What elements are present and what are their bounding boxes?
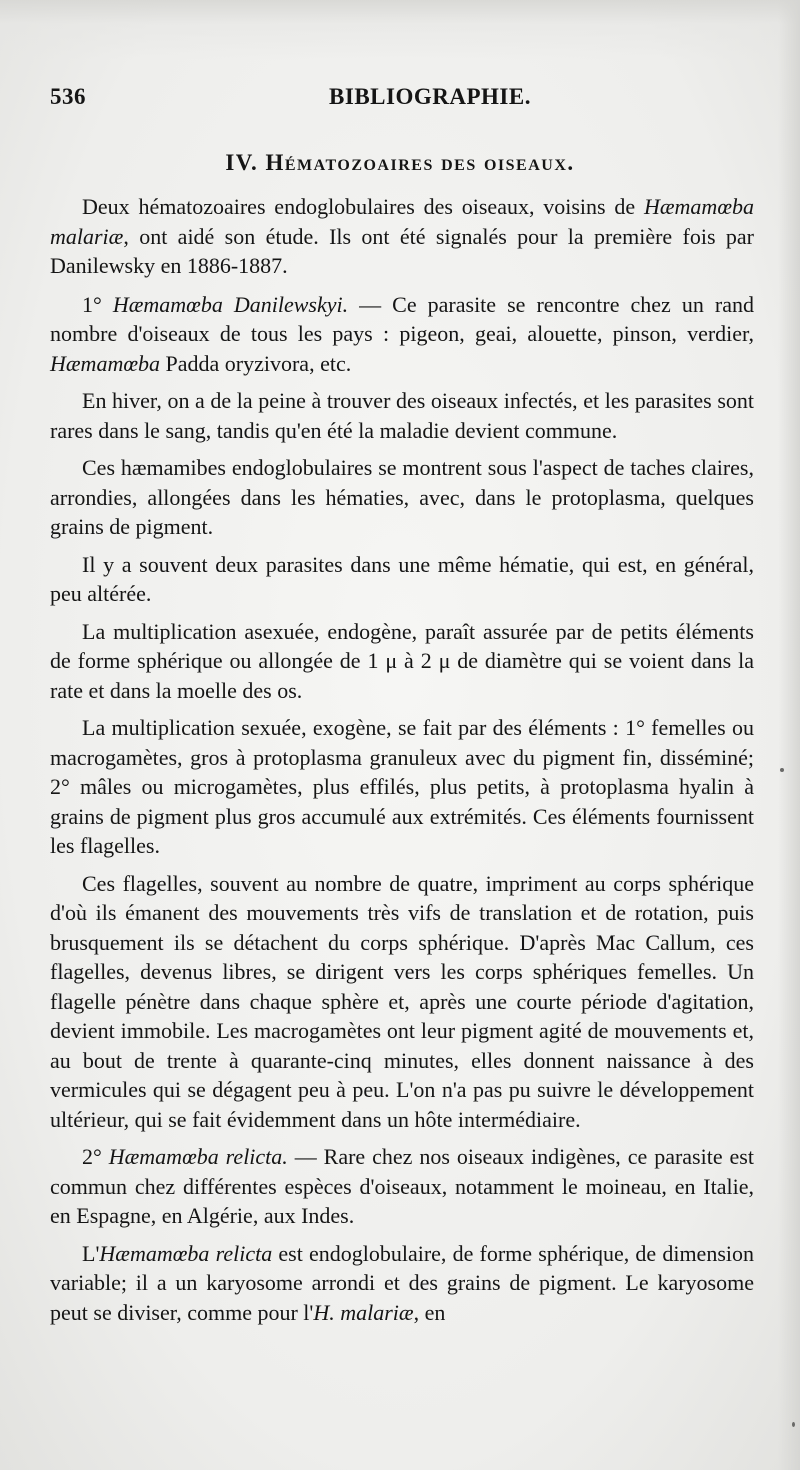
paragraph [50, 713, 754, 861]
page-top-shadow [0, 0, 800, 60]
text-run: Deux hématozoaires endoglobulaires des oiseaux, voisins de [82, 194, 644, 219]
text-run: Ces hæmamibes endoglobulaires se montrent sous l'aspect de taches claires, arrondies, allongées dans les hématies, avec, dans le protoplasma, quelques grains de pigment. [50, 455, 754, 539]
text-run: La multiplication sexuée, exogène, se fait par des éléments : 1° femelles ou macrogamètes, gros à protoplasma granuleux avec du pigment fin, disséminé; 2° mâles ou microgamètes, plus effilés, plus petits, à protoplasma hyalin à grains de pigment plus gros accumulé aux extrémités. Ces éléments fournissent les flagelles. [50, 715, 754, 858]
italic-run: H. malariæ [313, 1299, 414, 1325]
paragraph [50, 1239, 754, 1328]
italic-run: Hæmamœba relicta. [108, 1144, 288, 1169]
paragraph [50, 386, 754, 445]
paragraph [50, 453, 754, 542]
text-run: Il y a souvent deux parasites dans une même hématie, qui est, en général, peu altérée. [50, 551, 754, 606]
italic-run: Hæmamœba malariæ [50, 194, 754, 249]
text-run: — Rare chez nos oiseaux indigènes, ce parasite est commun chez différentes espèces d'oiseaux, notamment le moineau, en Italie, en Espagne, en Algérie, aux Indes. [50, 1144, 754, 1228]
print-speck [792, 1422, 795, 1427]
text-run: est endoglobulaire, de forme sphérique, de dimension variable; il a un karyosome arrondi et des grains de pigment. Le karyosome peut se diviser, comme pour l' [50, 1240, 754, 1325]
page-right-shadow [778, 0, 800, 1470]
paragraph [50, 617, 754, 706]
text-run: , ont aidé son étude. Ils ont été signalés pour la première fois par Danilewsky en 1886-1887. [50, 223, 754, 278]
text-run: En hiver, on a de la peine à trouver des oiseaux infectés, et les parasites sont rares dans le sang, tandis qu'en été la maladie devient commune. [50, 388, 754, 443]
paragraph [50, 290, 754, 379]
section-heading: IV. Hématozoaires des oiseaux. [225, 150, 575, 175]
text-run: 2° [82, 1144, 109, 1169]
text-run: Padda oryzivora, etc. [160, 350, 352, 376]
running-head [50, 84, 750, 118]
paragraph [50, 550, 754, 609]
text-run: Ces flagelles, souvent au nombre de quatre, impriment au corps sphérique d'où ils émanent des mouvements très vifs de translation et de rotation, puis brusquement ils se détachent du corps sphérique. D'après Mac Callum, ces flagelles, devenus libres, se dirigent vers les corps sphériques femelles. Un flagelle pénètre dans chaque sphère et, après une courte période d'agitation, devient immobile. Les macrogamètes ont leur pigment agité de mouvements et, au bout de trente à quarante-cinq minutes, elles donnent naissance à des vermicules qui se dégagent peu à peu. L'on n'a pas pu suivre le développement ultérieur, qui se fait évidemment dans un hôte intermédiaire. [50, 870, 754, 1132]
paragraph [50, 869, 754, 1135]
text-run: 1° [82, 291, 113, 317]
italic-run: Hæmamœba [50, 350, 161, 376]
italic-run: Hæmamœba Danilewskyi. [112, 291, 349, 317]
page-number: 536 [50, 84, 86, 109]
paragraph [50, 192, 754, 281]
text-run: La multiplication asexuée, endogène, paraît assurée par de petits éléments de forme sphérique ou allongée de 1 μ à 2 μ de diamètre qui se voient dans la rate et dans la moelle des os. [50, 618, 754, 703]
text-run: , en [413, 1299, 446, 1325]
text-run: L' [82, 1240, 100, 1266]
running-title: BIBLIOGRAPHIE. [329, 84, 531, 109]
text-run: — Ce parasite se rencontre chez un rand nombre d'oiseaux de tous les pays : pigeon, geai, alouette, pinson, verdier, [50, 291, 754, 346]
paragraph [50, 1142, 754, 1231]
body-text [50, 192, 754, 1335]
italic-run: Hæmamœba relicta [99, 1240, 273, 1266]
print-speck [780, 768, 784, 772]
